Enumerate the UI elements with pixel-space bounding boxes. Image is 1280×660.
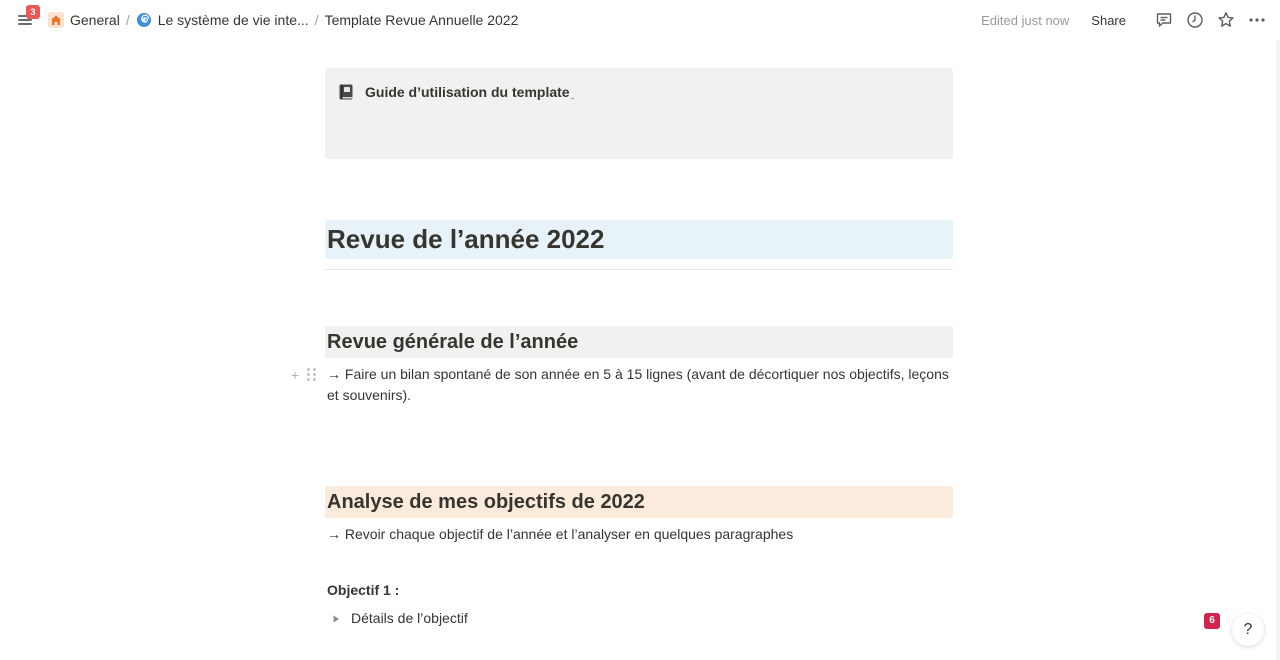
toggle-label: Détails de l’objectif	[351, 610, 468, 626]
divider	[325, 269, 953, 270]
callout-block[interactable]	[325, 68, 953, 159]
edited-status: Edited just now	[981, 12, 1070, 28]
breadcrumb-separator: /	[125, 12, 130, 28]
scrollbar[interactable]	[1276, 40, 1280, 660]
callout-text: Guide d’utilisation du template	[365, 84, 574, 100]
share-button[interactable]: Share	[1091, 12, 1126, 28]
objective-label[interactable]: Objectif 1 :	[327, 582, 400, 598]
clock-icon[interactable]	[1184, 9, 1206, 31]
page-heading-1[interactable]: Revue de l’année 2022	[325, 220, 953, 259]
add-block-icon[interactable]: +	[290, 366, 300, 383]
drag-handle-icon[interactable]	[307, 368, 317, 381]
toggle-arrow-icon[interactable]	[327, 608, 345, 629]
notification-badge: 3	[26, 5, 40, 19]
breadcrumb-item-current-page[interactable]	[321, 10, 523, 30]
toggle-block[interactable]	[327, 608, 468, 629]
paragraph-bilan[interactable]: → Faire un bilan spontané de son année en 5 à 15 lignes (avant de décortiquer nos objectifs, leçons et souvenirs).	[327, 366, 949, 403]
comment-icon[interactable]	[1153, 9, 1175, 31]
top-bar	[0, 0, 1280, 40]
breadcrumb-label: General	[70, 12, 120, 28]
heading-analyse-objectifs[interactable]: Analyse de mes objectifs de 2022	[325, 486, 953, 518]
text-cursor	[571, 98, 574, 99]
star-icon[interactable]	[1215, 9, 1237, 31]
top-bar-actions	[981, 9, 1268, 31]
breadcrumb-item-systeme[interactable]	[132, 10, 313, 30]
help-button[interactable]: ?	[1232, 614, 1264, 646]
paragraph-revoir[interactable]: → Revoir chaque objectif de l’année et l’analyser en quelques paragraphes	[327, 526, 794, 542]
breadcrumb	[44, 10, 522, 30]
breadcrumb-separator: /	[314, 12, 319, 28]
breadcrumb-item-general[interactable]	[44, 10, 124, 30]
breadcrumb-label: Template Revue Annuelle 2022	[324, 12, 519, 28]
sidebar-menu-button[interactable]	[14, 9, 36, 31]
house-icon	[48, 12, 64, 28]
updates-badge[interactable]: 6	[1204, 613, 1220, 629]
spiral-icon	[136, 12, 152, 28]
breadcrumb-label: Le système de vie inte...	[157, 12, 309, 28]
block-handle	[287, 364, 317, 385]
heading-revue-generale[interactable]: Revue générale de l’année	[325, 326, 953, 358]
book-icon	[337, 83, 355, 101]
more-options-icon[interactable]	[1246, 9, 1268, 31]
